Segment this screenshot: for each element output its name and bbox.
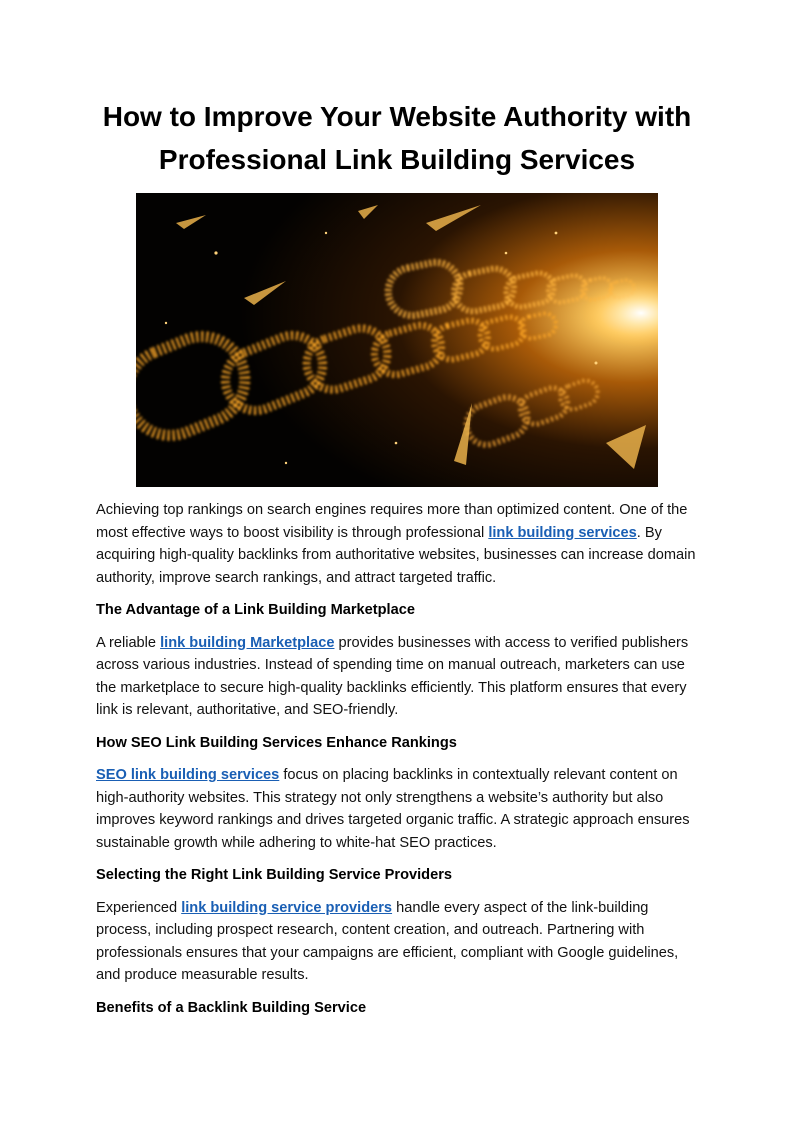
section-heading-providers: Selecting the Right Link Building Service Providers [96,867,453,883]
chain-illustration [136,193,658,487]
link-building-marketplace-link[interactable]: link building Marketplace [160,634,335,651]
section-paragraph-providers: Experienced link building service providers handle every aspect of the link-building process, including prospect research, content creation, and outreach. Partnering with professionals ensures that your campaigns are efficient, compliant with Google guidelines, and produce measurable results. [96,899,679,983]
seo-link-building-services-link[interactable]: SEO link building services [96,767,280,783]
title-line-1: How to Improve Your Website Authority with [102,101,692,132]
link-building-services-link[interactable]: link building services [488,524,637,541]
hero-image [136,193,658,487]
section-heading-benefits: Benefits of a Backlink Building Service [96,999,367,1016]
section-paragraph-seo: SEO link building services focus on placing backlinks in contextually relevant content on high-authority websites. This strategy not only strengthens a website’s authority but also improves keyword rankings and drives targeted organic traffic. A strategic approach ensures sustainable growth while adhering to white-hat SEO practices. [96,767,690,851]
article-body [96,499,700,1029]
section-paragraph-marketplace: A reliable link building Marketplace provides businesses with access to verified publishers across various industries. Instead of spending time on manual outreach, marketers can use the marketplace to secure high-quality backlinks efficiently. This platform ensures that every link is relevant, authoritative, and SEO-friendly. [96,634,689,718]
title-line-2: Professional Link Building Services [158,144,636,175]
intro-paragraph: Achieving top rankings on search engines requires more than optimized content. One of the most effective ways to boost visibility is through professional link building services. By acquiring high-quality backlinks from authoritative websites, businesses can increase domain authority, improve search rankings, and attract targeted traffic. [96,502,696,586]
section-heading-marketplace: The Advantage of a Link Building Marketplace [96,602,415,618]
link-building-service-providers-link[interactable]: link building service providers [181,899,393,916]
page-title [60,95,734,181]
section-heading-seo: How SEO Link Building Services Enhance Rankings [96,734,457,751]
